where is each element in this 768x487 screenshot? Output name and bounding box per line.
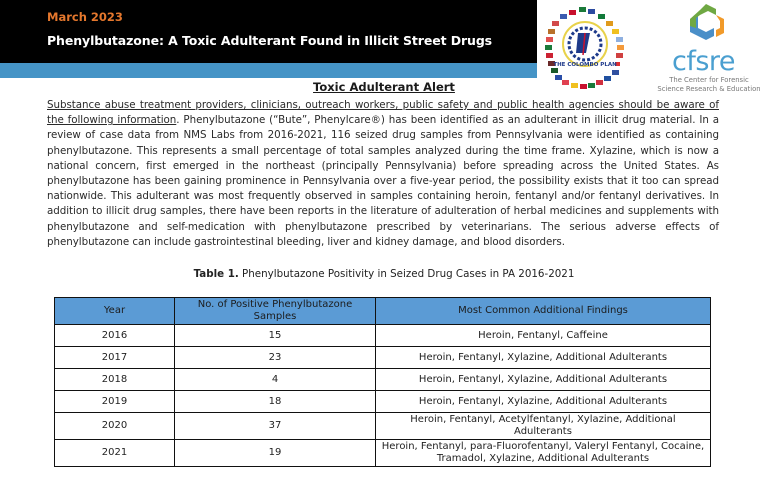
cfsre-wordmark: cfsre bbox=[672, 46, 736, 77]
table-row bbox=[55, 413, 711, 440]
alert-lead-underlined: Substance abuse treatment providers, clinicians, outreach workers, public safety and public health agencies should be aware of the following information bbox=[47, 99, 719, 127]
cell-year: 2018 bbox=[55, 369, 175, 391]
cell-year: 2017 bbox=[55, 347, 175, 369]
table-row bbox=[55, 440, 711, 467]
table-header-row bbox=[55, 298, 711, 325]
cfsre-hexagon-icon bbox=[650, 0, 768, 46]
column-header-year: Year bbox=[55, 298, 175, 325]
column-header-findings: Most Common Additional Findings bbox=[376, 298, 711, 325]
cell-findings: Heroin, Fentanyl, Caffeine bbox=[376, 325, 711, 347]
table-row bbox=[55, 325, 711, 347]
cell-findings: Heroin, Fentanyl, Xylazine, Additional Adulterants bbox=[376, 391, 711, 413]
alert-body bbox=[47, 98, 719, 250]
cell-count: 37 bbox=[175, 413, 376, 440]
table-caption-label: Table 1. bbox=[193, 268, 239, 280]
document-title: Phenylbutazone: A Toxic Adulterant Found in Illicit Street Drugs bbox=[47, 33, 493, 48]
cell-count: 4 bbox=[175, 369, 376, 391]
cell-count: 23 bbox=[175, 347, 376, 369]
cell-findings: Heroin, Fentanyl, para-Fluorofentanyl, Valeryl Fentanyl, Cocaine, Tramadol, Xylazine, Additional Adulterants bbox=[376, 440, 711, 467]
cell-findings: Heroin, Fentanyl, Xylazine, Additional Adulterants bbox=[376, 369, 711, 391]
table-row bbox=[55, 347, 711, 369]
header-stripe bbox=[0, 63, 537, 78]
cell-year: 2019 bbox=[55, 391, 175, 413]
table-row bbox=[55, 391, 711, 413]
publication-date: March 2023 bbox=[47, 10, 123, 24]
cell-count: 18 bbox=[175, 391, 376, 413]
column-header-count: No. of Positive Phenylbutazone Samples bbox=[175, 298, 376, 325]
table-caption-text: Phenylbutazone Positivity in Seized Drug Cases in PA 2016-2021 bbox=[238, 268, 575, 280]
cell-year: 2016 bbox=[55, 325, 175, 347]
alert-heading: Toxic Adulterant Alert bbox=[313, 80, 455, 94]
positivity-table bbox=[54, 297, 711, 467]
cell-findings: Heroin, Fentanyl, Acetylfentanyl, Xylazine, Additional Adulterants bbox=[376, 413, 711, 440]
cell-year: 2021 bbox=[55, 440, 175, 467]
table-caption bbox=[0, 268, 768, 280]
cfsre-subtitle-line2: Science Research & Education bbox=[657, 85, 761, 93]
cell-year: 2020 bbox=[55, 413, 175, 440]
cfsre-subtitle-line1: The Center for Forensic bbox=[669, 76, 749, 84]
colombo-plan-label: THE COLOMBO PLAN bbox=[553, 62, 617, 68]
cell-findings: Heroin, Fentanyl, Xylazine, Additional Adulterants bbox=[376, 347, 711, 369]
alert-body-text: . Phenylbutazone (“Bute”, Phenylcare®) has been identified as an adulterant in illicit drug material. In a review of case data from NMS Labs from 2016-2021, 116 seized drug samples from Pennsylvania were identified as containing phenylbutazone. This represents a small percentage of total samples analyzed during the time frame. Xylazine, which is now a national concern, first emerged in the northeast (principally Pennsylvania) before spreading across the United States. As phenylbutazone has been gaining prominence in Pennsylvania over a five-year period, the possibility exists that it too can spread nationwide. This adulterant was most frequently observed in samples containing heroin, fentanyl and/or fentanyl derivatives. In addition to illicit drug samples, there have been reports in the literature of adulteration of herbal medicines and supplements with phenylbutazone and self-medication with phenylbutazone prescribed by veterinarians. The serious adverse effects of phenylbutazone can include gastrointestinal bleeding, liver and kidney damage, and blood disorders. bbox=[47, 114, 719, 248]
header-banner bbox=[0, 0, 537, 63]
cell-count: 19 bbox=[175, 440, 376, 467]
cell-count: 15 bbox=[175, 325, 376, 347]
table-row bbox=[55, 369, 711, 391]
